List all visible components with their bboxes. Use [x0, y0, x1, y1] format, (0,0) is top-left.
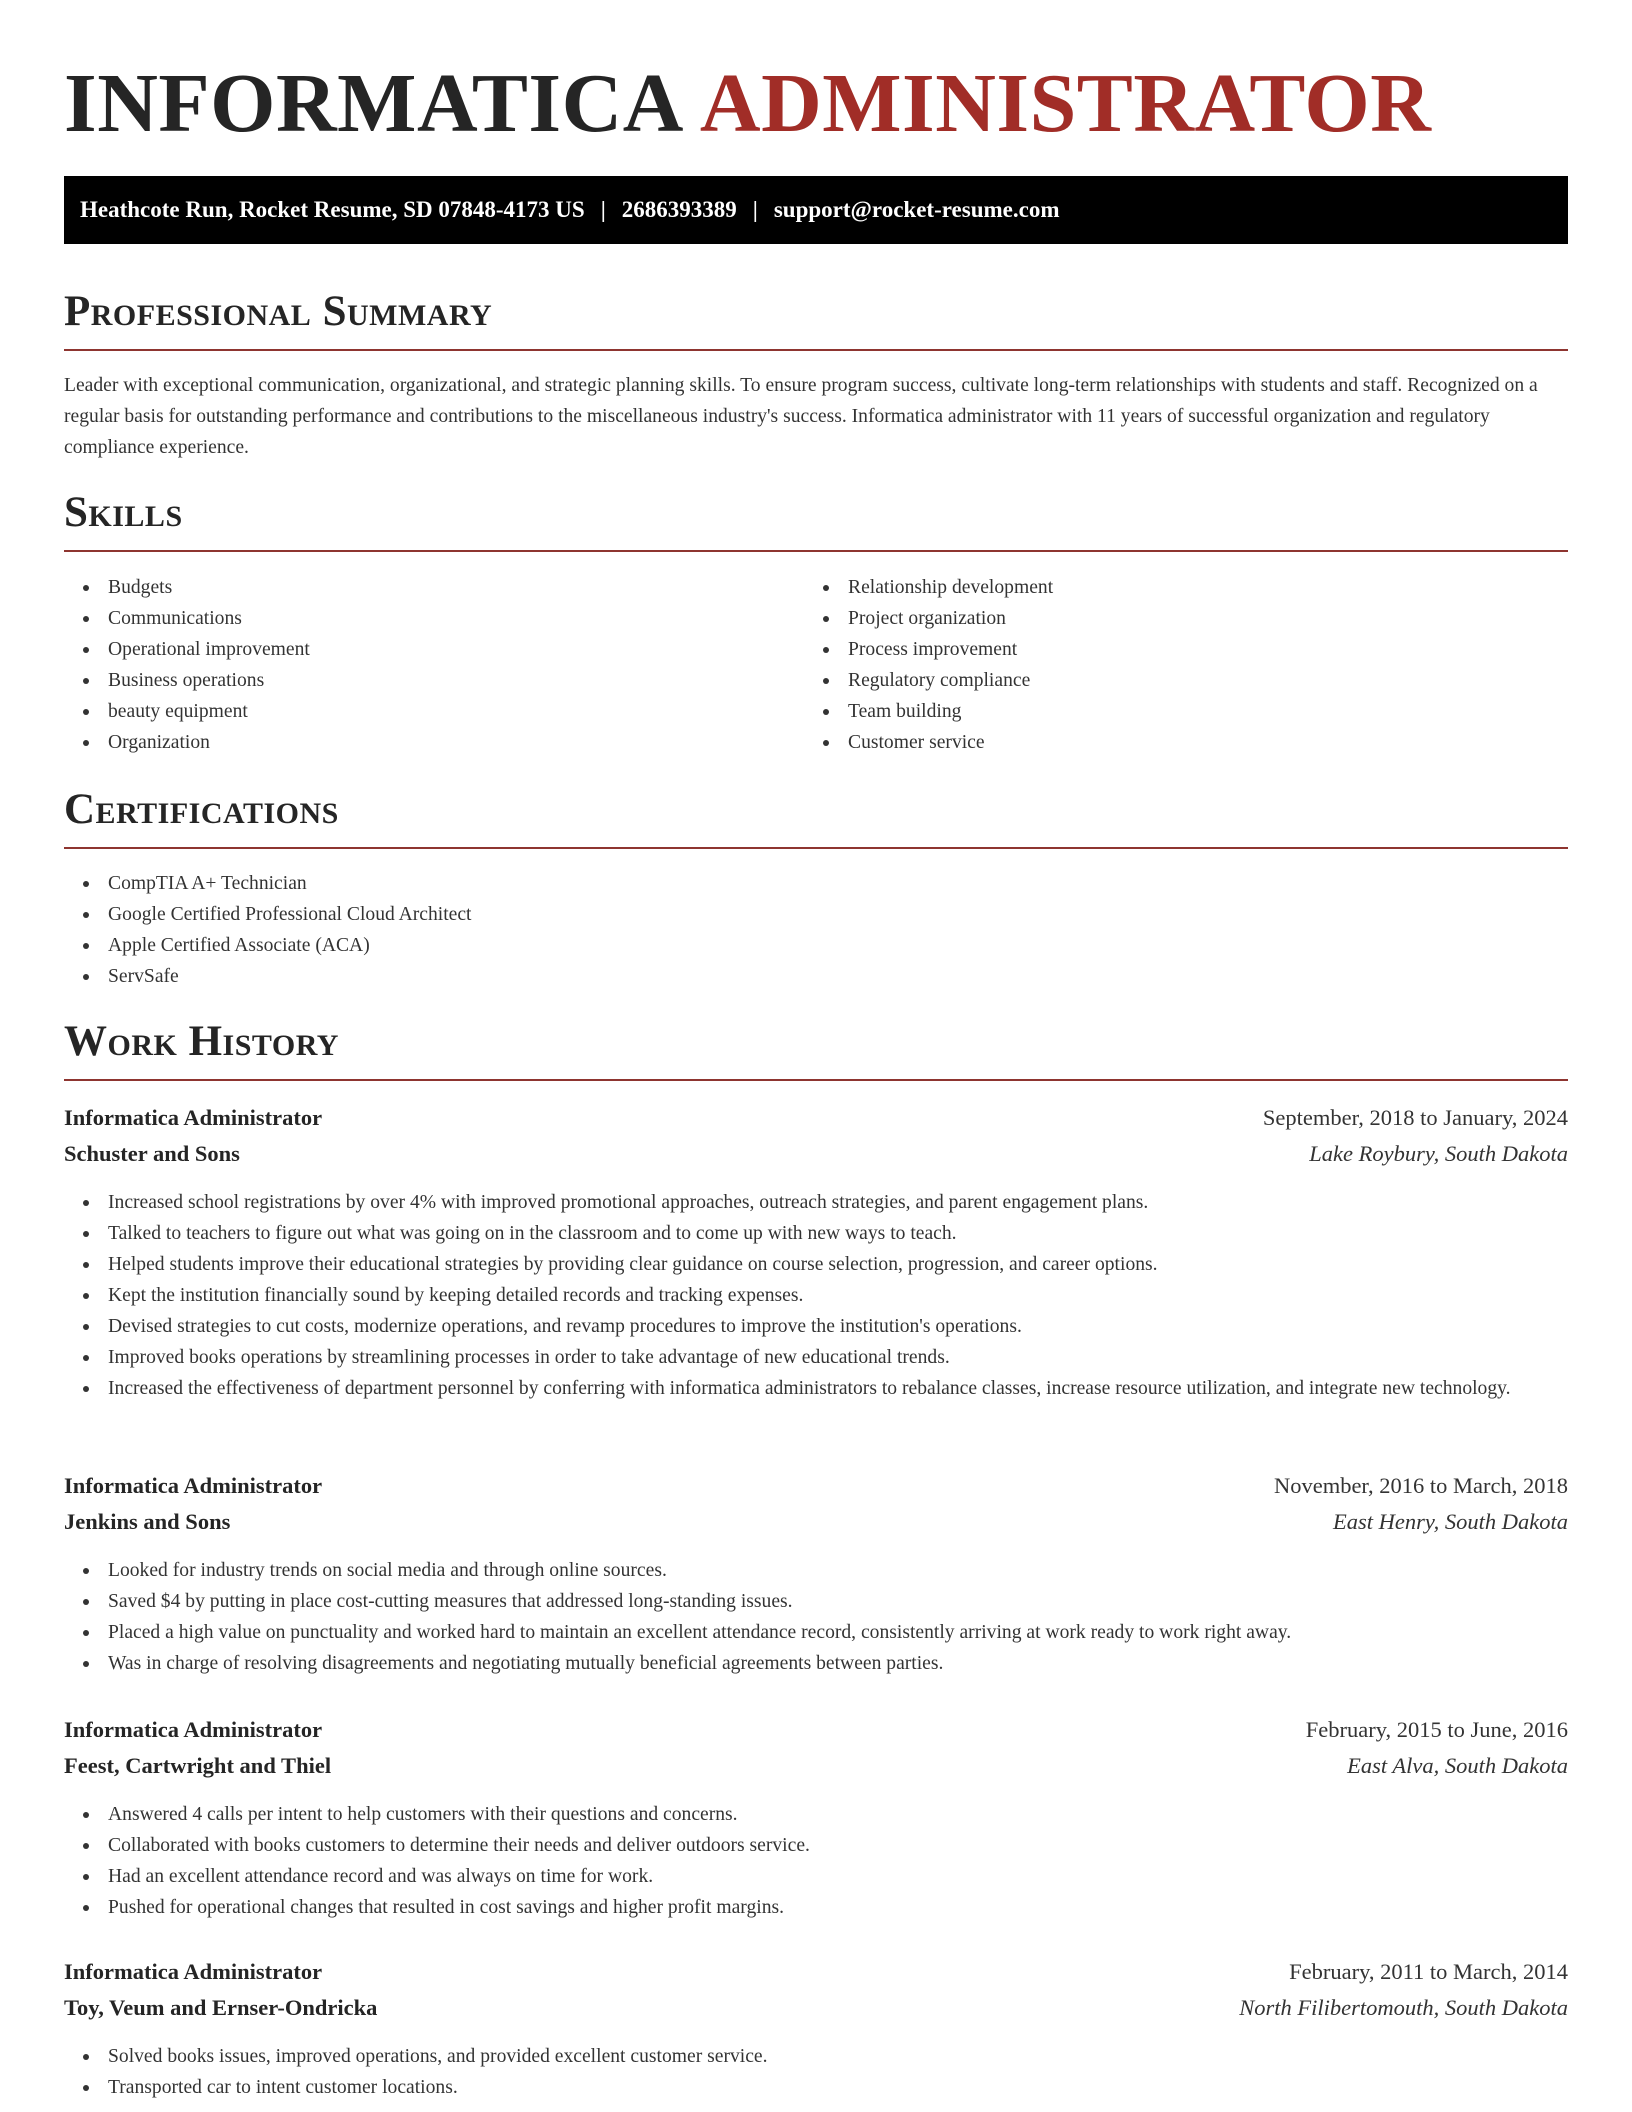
certification-item: Apple Certified Associate (ACA) [64, 930, 1568, 961]
job-company: Toy, Veum and Ernser-Ondricka [64, 1995, 378, 2020]
job-bullet: Improved books operations by streamlining processes in order to take advantage of new educational trends. [64, 1342, 1568, 1373]
job-location: North Filibertomouth, South Dakota [1239, 1995, 1568, 2020]
section-divider [64, 349, 1568, 351]
job-dates: September, 2018 to January, 2024 [1262, 1105, 1568, 1130]
job-bullet: Was in charge of resolving disagreements and negotiating mutually beneficial agreements between parties. [64, 1648, 1568, 1679]
section-divider [64, 550, 1568, 552]
skill-item: Regulatory compliance [804, 665, 1504, 696]
job-bullet: Pushed for operational changes that resulted in cost savings and higher profit margins. [64, 1892, 1568, 1923]
name-last: ADMINISTRATOR [699, 57, 1432, 150]
job-header [64, 1468, 1568, 1540]
resume-name [64, 58, 1431, 150]
job-bullets [64, 2041, 1568, 2103]
job-bullet: Placed a high value on punctuality and worked hard to maintain an excellent attendance record, consistently arriving at work ready to work right away. [64, 1617, 1568, 1648]
skill-item: Budgets [64, 572, 764, 603]
skills-right-column [804, 572, 1504, 758]
job-bullet: Solved books issues, improved operations, and provided excellent customer service. [64, 2041, 1568, 2072]
job-title: Informatica Administrator [64, 1717, 323, 1742]
contact-bar [64, 176, 1568, 244]
job-header [64, 1100, 1568, 1172]
job-bullets [64, 1187, 1568, 1404]
name-first: INFORMATICA [64, 57, 684, 150]
section-divider [64, 847, 1568, 849]
contact-separator: | [600, 197, 606, 222]
skill-item: beauty equipment [64, 696, 764, 727]
job-bullet: Had an excellent attendance record and was always on time for work. [64, 1861, 1568, 1892]
job-title: Informatica Administrator [64, 1105, 323, 1130]
job-bullet: Increased school registrations by over 4% with improved promotional approaches, outreach strategies, and parent engagement plans. [64, 1187, 1568, 1218]
skill-item: Organization [64, 727, 764, 758]
job-title: Informatica Administrator [64, 1473, 323, 1498]
job-location: East Alva, South Dakota [1347, 1753, 1568, 1778]
job-company: Jenkins and Sons [64, 1509, 231, 1534]
job-bullet: Helped students improve their educational strategies by providing clear guidance on course selection, progression, and career options. [64, 1249, 1568, 1280]
job-company: Schuster and Sons [64, 1141, 240, 1166]
job-bullet: Collaborated with books customers to determine their needs and deliver outdoors service. [64, 1830, 1568, 1861]
contact-phone: 2686393389 [621, 197, 737, 222]
job-location: East Henry, South Dakota [1333, 1509, 1568, 1534]
job-header [64, 1712, 1568, 1784]
summary-text: Leader with exceptional communication, organizational, and strategic planning skills. To ensure program success, cultivate long-term relationships with students and staff. Recognized on a regular basis for outstanding performance and contributions to the miscellaneous industry's success. Informatica administrator with 11 years of successful organization and regulatory compliance experience. [64, 375, 1538, 458]
skill-item: Customer service [804, 727, 1504, 758]
job-company: Feest, Cartwright and Thiel [64, 1753, 332, 1778]
job-dates: February, 2015 to June, 2016 [1305, 1717, 1568, 1742]
contact-separator: | [752, 197, 758, 222]
job-bullet: Increased the effectiveness of department personnel by conferring with informatica administrators to rebalance classes, increase resource utilization, and integrate new technology. [64, 1373, 1568, 1404]
job-bullets [64, 1555, 1568, 1679]
job-header [64, 1954, 1568, 2026]
contact-address: Heathcote Run, Rocket Resume, SD 07848-4173 US [80, 197, 585, 222]
skill-item: Operational improvement [64, 634, 764, 665]
job-bullet: Answered 4 calls per intent to help customers with their questions and concerns. [64, 1799, 1568, 1830]
job-dates: February, 2011 to March, 2014 [1289, 1959, 1568, 1984]
certifications-heading: Certifications [64, 786, 339, 833]
skills-heading: Skills [64, 489, 183, 536]
job-bullet: Devised strategies to cut costs, modernize operations, and revamp procedures to improve the institution's operations. [64, 1311, 1568, 1342]
certification-item: Google Certified Professional Cloud Architect [64, 899, 1568, 930]
job-title: Informatica Administrator [64, 1959, 323, 1984]
work-history-heading: Work History [64, 1018, 339, 1065]
skill-item: Business operations [64, 665, 764, 696]
certification-item: ServSafe [64, 961, 1568, 992]
job-location: Lake Roybury, South Dakota [1309, 1141, 1568, 1166]
skill-item: Relationship development [804, 572, 1504, 603]
summary-heading: Professional Summary [64, 288, 493, 335]
contact-email[interactable]: support@rocket-resume.com [773, 197, 1060, 222]
job-bullet: Kept the institution financially sound by keeping detailed records and tracking expenses. [64, 1280, 1568, 1311]
skill-item: Process improvement [804, 634, 1504, 665]
skill-item: Communications [64, 603, 764, 634]
certifications-list [64, 868, 1568, 992]
job-bullet: Saved $4 by putting in place cost-cutting measures that addressed long-standing issues. [64, 1586, 1568, 1617]
skill-item: Team building [804, 696, 1504, 727]
job-bullet: Talked to teachers to figure out what was going on in the classroom and to come up with new ways to teach. [64, 1218, 1568, 1249]
job-bullet: Looked for industry trends on social media and through online sources. [64, 1555, 1568, 1586]
job-bullet: Transported car to intent customer locations. [64, 2072, 1568, 2103]
job-dates: November, 2016 to March, 2018 [1273, 1473, 1568, 1498]
skills-left-column [64, 572, 764, 758]
job-bullets [64, 1799, 1568, 1923]
skill-item: Project organization [804, 603, 1504, 634]
certification-item: CompTIA A+ Technician [64, 868, 1568, 899]
section-divider [64, 1079, 1568, 1081]
